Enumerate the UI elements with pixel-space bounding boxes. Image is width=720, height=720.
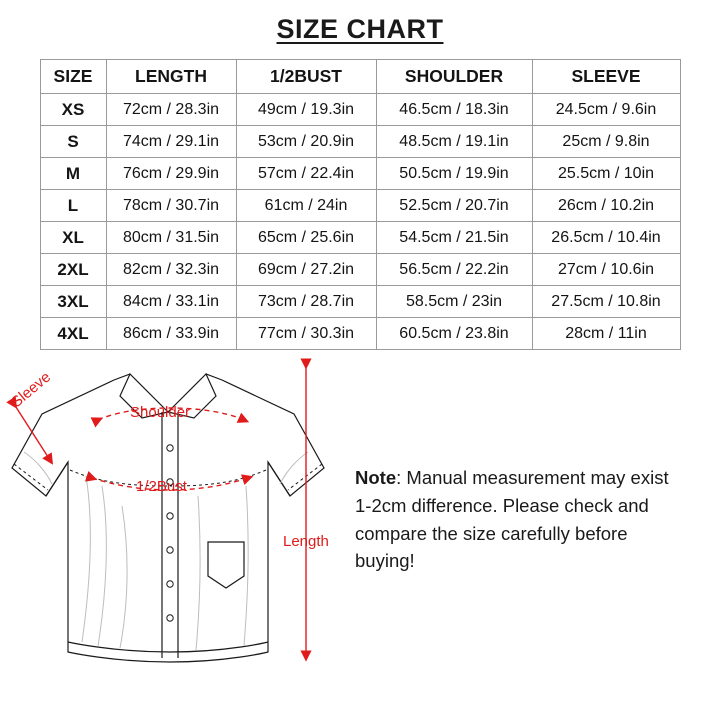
column-header-size: SIZE xyxy=(40,60,106,94)
cell-shoulder: 52.5cm / 20.7in xyxy=(376,190,532,222)
column-header-length: LENGTH xyxy=(106,60,236,94)
cell-length: 84cm / 33.1in xyxy=(106,286,236,318)
size-chart-table xyxy=(40,59,681,350)
cell-length: 78cm / 30.7in xyxy=(106,190,236,222)
cell-sleeve: 27cm / 10.6in xyxy=(532,254,680,286)
column-header-sleeve: SLEEVE xyxy=(532,60,680,94)
cell-shoulder: 48.5cm / 19.1in xyxy=(376,126,532,158)
cell-sleeve: 26.5cm / 10.4in xyxy=(532,222,680,254)
table-row xyxy=(40,126,680,158)
note-body: : Manual measurement may exist 1-2cm difference. Please check and compare the size carefully before buying! xyxy=(355,467,669,572)
cell-sleeve: 27.5cm / 10.8in xyxy=(532,286,680,318)
cell-bust: 65cm / 25.6in xyxy=(236,222,376,254)
table-header-row xyxy=(40,60,680,94)
cell-shoulder: 46.5cm / 18.3in xyxy=(376,94,532,126)
column-header-bust: 1/2BUST xyxy=(236,60,376,94)
note-text xyxy=(355,464,685,575)
cell-sleeve: 25cm / 9.8in xyxy=(532,126,680,158)
cell-size: 3XL xyxy=(40,286,106,318)
cell-bust: 53cm / 20.9in xyxy=(236,126,376,158)
cell-bust: 61cm / 24in xyxy=(236,190,376,222)
cell-sleeve: 24.5cm / 9.6in xyxy=(532,94,680,126)
table-row xyxy=(40,254,680,286)
cell-size: 4XL xyxy=(40,318,106,350)
table-row xyxy=(40,318,680,350)
cell-bust: 77cm / 30.3in xyxy=(236,318,376,350)
cell-length: 86cm / 33.9in xyxy=(106,318,236,350)
cell-size: S xyxy=(40,126,106,158)
cell-shoulder: 50.5cm / 19.9in xyxy=(376,158,532,190)
table-row xyxy=(40,94,680,126)
table-row xyxy=(40,222,680,254)
cell-shoulder: 54.5cm / 21.5in xyxy=(376,222,532,254)
cell-length: 72cm / 28.3in xyxy=(106,94,236,126)
cell-sleeve: 28cm / 11in xyxy=(532,318,680,350)
table-row xyxy=(40,158,680,190)
cell-length: 80cm / 31.5in xyxy=(106,222,236,254)
label-length: Length xyxy=(283,533,329,550)
cell-bust: 69cm / 27.2in xyxy=(236,254,376,286)
cell-shoulder: 60.5cm / 23.8in xyxy=(376,318,532,350)
cell-size: M xyxy=(40,158,106,190)
cell-shoulder: 58.5cm / 23in xyxy=(376,286,532,318)
cell-size: L xyxy=(40,190,106,222)
cell-length: 74cm / 29.1in xyxy=(106,126,236,158)
table-row xyxy=(40,190,680,222)
cell-bust: 73cm / 28.7in xyxy=(236,286,376,318)
cell-length: 76cm / 29.9in xyxy=(106,158,236,190)
cell-size: XS xyxy=(40,94,106,126)
label-shoulder: Shoulder xyxy=(130,404,191,421)
cell-size: 2XL xyxy=(40,254,106,286)
cell-length: 82cm / 32.3in xyxy=(106,254,236,286)
label-bust: 1/2Bust xyxy=(136,478,187,495)
cell-bust: 49cm / 19.3in xyxy=(236,94,376,126)
note-lead: Note xyxy=(355,467,397,488)
column-header-shoulder: SHOULDER xyxy=(376,60,532,94)
table-row xyxy=(40,286,680,318)
cell-size: XL xyxy=(40,222,106,254)
cell-shoulder: 56.5cm / 22.2in xyxy=(376,254,532,286)
page-title: SIZE CHART xyxy=(276,14,444,44)
measurement-diagram-section xyxy=(0,356,720,711)
cell-bust: 57cm / 22.4in xyxy=(236,158,376,190)
cell-sleeve: 26cm / 10.2in xyxy=(532,190,680,222)
label-sleeve: Sleeve xyxy=(8,368,55,412)
cell-sleeve: 25.5cm / 10in xyxy=(532,158,680,190)
